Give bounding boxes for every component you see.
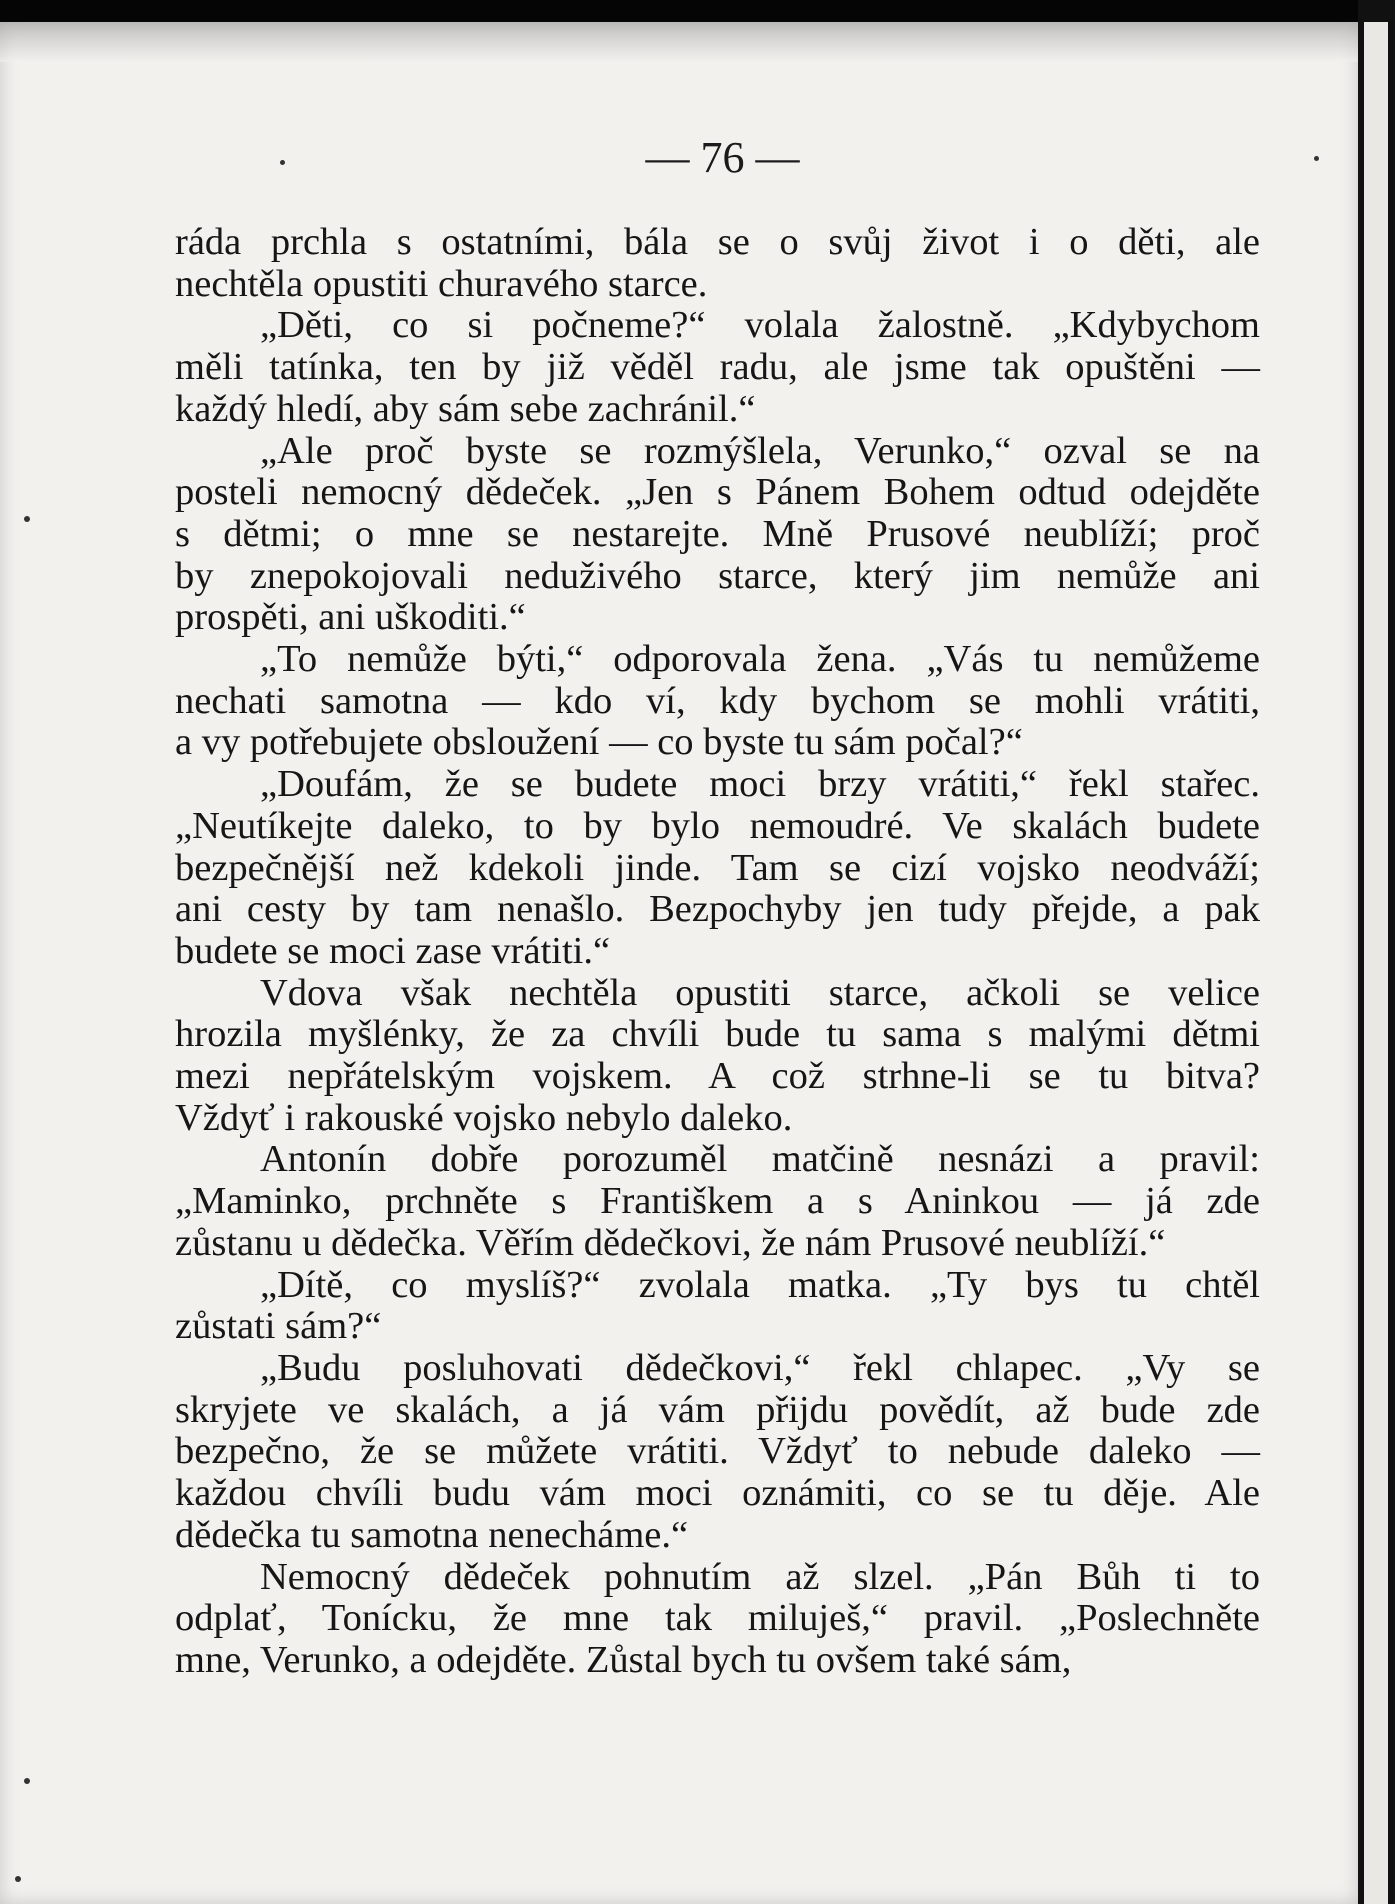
text-line: mne, Verunko, a odejděte. Zůstal bych tu ovšem také sám, bbox=[175, 1638, 1072, 1681]
text-line: měli tatínka, ten by již věděl radu, ale jsme tak opuštěni — bbox=[175, 346, 1260, 389]
text-line: ráda prchla s ostatními, bála se o svůj život i o děti, ale bbox=[175, 221, 1260, 263]
paragraph bbox=[175, 431, 1260, 640]
paragraph bbox=[175, 222, 1260, 305]
text-line: posteli nemocný dědeček. „Jen s Pánem Bohem odtud odejděte bbox=[175, 471, 1260, 514]
text-line: „Budu posluhovati dědečkovi,“ řekl chlapec. „Vy se bbox=[260, 1346, 1260, 1389]
page-number: — 76 — bbox=[645, 133, 800, 182]
text-line: zůstati sám?“ bbox=[175, 1305, 382, 1348]
text-line: každou chvíli budu vám moci oznámiti, co se tu děje. Ale bbox=[175, 1472, 1260, 1515]
paper-speck bbox=[24, 1778, 30, 1784]
paragraph bbox=[175, 1557, 1260, 1682]
paper-speck bbox=[15, 1876, 21, 1882]
text-line: „Doufám, že se budete moci brzy vrátiti,“ řekl stařec. bbox=[260, 763, 1260, 806]
text-line: skryjete ve skalách, a já vám přijdu povědít, až bude zde bbox=[175, 1388, 1260, 1431]
text-line: zůstanu u dědečka. Věřím dědečkovi, že nám Prusové neublíží.“ bbox=[175, 1221, 1166, 1264]
text-line: hrozila myšlénky, že za chvíli bude tu sama s malými dětmi bbox=[175, 1013, 1260, 1056]
paragraph bbox=[175, 1139, 1260, 1264]
paragraph bbox=[175, 305, 1260, 430]
paper-speck bbox=[24, 516, 30, 522]
text-line: odplať, Tonícku, že mne tak miluješ,“ pravil. „Poslechněte bbox=[175, 1597, 1260, 1640]
text-line: Vždyť i rakouské vojsko nebylo daleko. bbox=[175, 1096, 793, 1139]
text-line: „Ale proč byste se rozmýšlela, Verunko,“ ozval se na bbox=[260, 429, 1260, 472]
paragraph bbox=[175, 1265, 1260, 1348]
text-line: bezpečno, že se můžete vrátiti. Vždyť to nebude daleko — bbox=[175, 1430, 1260, 1473]
paragraph bbox=[175, 764, 1260, 973]
text-line: nechtěla opustiti churavého starce. bbox=[175, 262, 708, 305]
paragraph bbox=[175, 639, 1260, 764]
book-edge-light bbox=[1364, 22, 1388, 1904]
text-line: s dětmi; o mne se nestarejte. Mně Prusové neublíží; proč bbox=[175, 512, 1260, 555]
text-line: „Maminko, prchněte s Františkem a s Aninkou — já zde bbox=[175, 1180, 1260, 1223]
text-line: Antonín dobře porozuměl matčině nesnázi a pravil: bbox=[260, 1138, 1260, 1181]
text-line: ani cesty by tam nenašlo. Bezpochyby jen tudy přejde, a pak bbox=[175, 888, 1260, 931]
text-line: bezpečnější než kdekoli jinde. Tam se cizí vojsko neodváží; bbox=[175, 846, 1260, 889]
paragraph bbox=[175, 1348, 1260, 1557]
text-line: „Děti, co si počneme?“ volala žalostně. „Kdybychom bbox=[260, 304, 1260, 347]
text-line: a vy potřebujete obsloužení — co byste tu sám počal?“ bbox=[175, 721, 1023, 764]
text-line: Nemocný dědeček pohnutím až slzel. „Pán Bůh ti to bbox=[260, 1555, 1260, 1598]
paper-top-shadow bbox=[0, 22, 1358, 62]
text-line: by znepokojovali neduživého starce, který jim nemůže ani bbox=[175, 554, 1260, 597]
text-line: Vdova však nechtěla opustiti starce, ačkoli se velice bbox=[260, 971, 1260, 1014]
text-line: mezi nepřátelským vojskem. A což strhne-li se tu bitva? bbox=[175, 1055, 1260, 1098]
text-line: „Dítě, co myslíš?“ zvolala matka. „Ty bys tu chtěl bbox=[260, 1263, 1260, 1306]
body-text bbox=[175, 222, 1260, 1682]
text-line: „To nemůže býti,“ odporovala žena. „Vás tu nemůžeme bbox=[260, 638, 1260, 681]
text-line: dědečka tu samotna nenecháme.“ bbox=[175, 1513, 689, 1556]
text-line: budete se moci zase vrátiti.“ bbox=[175, 929, 611, 972]
text-line: „Neutíkejte daleko, to by bylo nemoudré. Ve skalách budete bbox=[175, 804, 1260, 847]
text-line: každý hledí, aby sám sebe zachránil.“ bbox=[175, 387, 756, 430]
text-line: prospěti, ani uškoditi.“ bbox=[175, 596, 526, 639]
paragraph bbox=[175, 973, 1260, 1140]
text-line: nechati samotna — kdo ví, kdy bychom se mohli vrátiti, bbox=[175, 679, 1260, 722]
